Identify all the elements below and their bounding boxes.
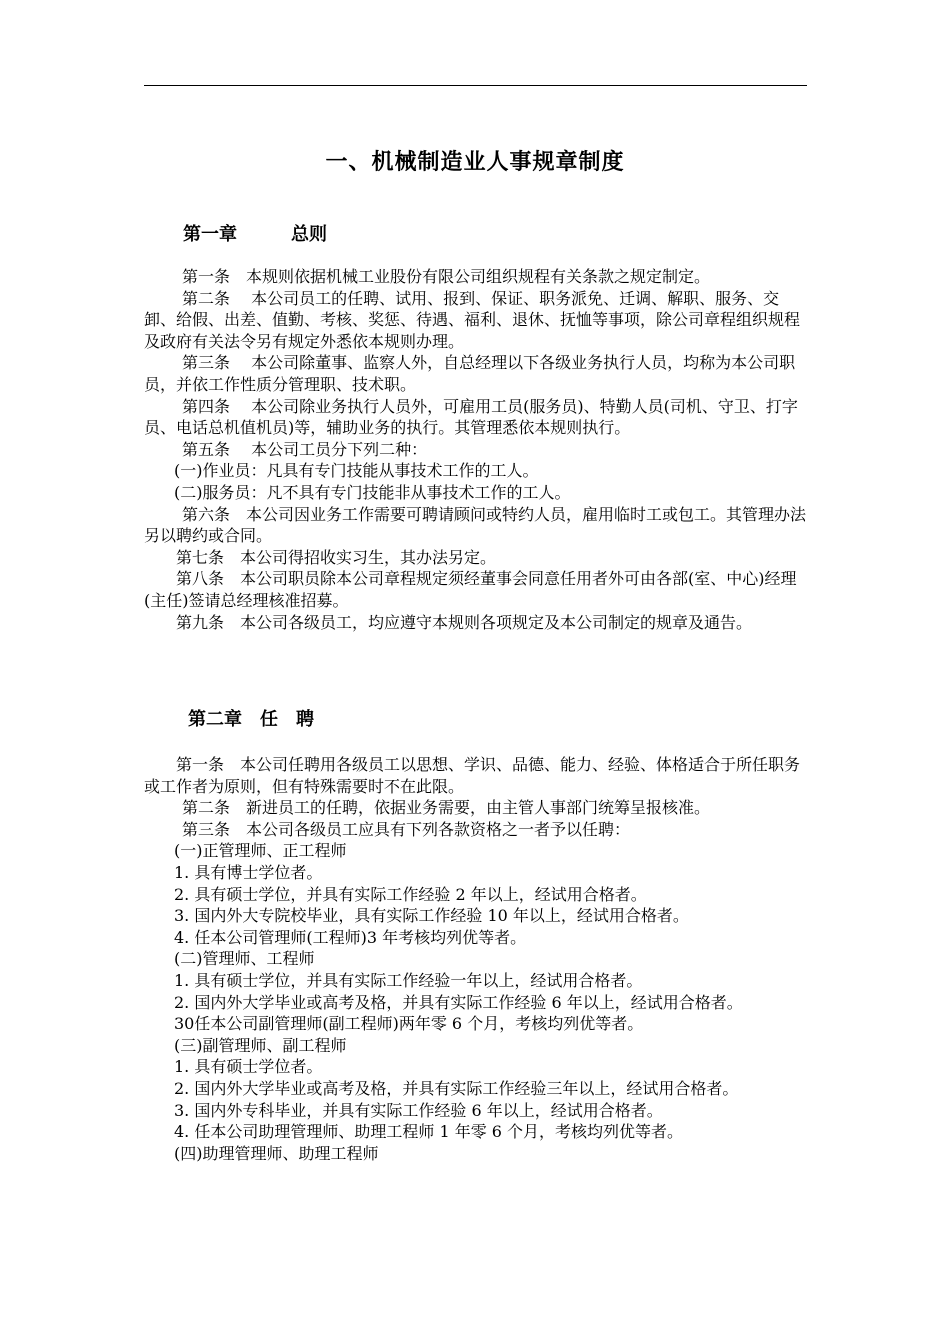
- qualification-heading-2: (二)管理师、工程师: [174, 949, 315, 969]
- article-2: 第二条 新进员工的任聘，依据业务需要，由主管人事部门统筹呈报核准。: [182, 798, 711, 818]
- article-3: 第三条 本公司各级员工应具有下列各款资格之一者予以任聘：: [182, 819, 631, 839]
- article-2: 第二条 本公司员工的任聘、试用、报到、保证、职务派免、迁调、解职、服务、交卸、给假、出差、值勤、考核、奖惩、待遇、福利、退休、抚恤等事项，除公司章程组织规程及政府有关法令另有规定外悉依本规则办理。: [144, 288, 801, 351]
- qualification-item: 2. 国内外大学毕业或高考及格，并具有实际工作经验三年以上，经试用合格者。: [174, 1078, 739, 1098]
- qualification-item: 30任本公司副管理师(副工程师)两年零 6 个月，考核均列优等者。: [174, 1014, 644, 1034]
- qualification-heading-1: (一)正管理师、正工程师: [174, 841, 347, 861]
- qualification-item: 1. 具有硕士学位，并具有实际工作经验一年以上，经试用合格者。: [174, 970, 643, 990]
- article-4: 第四条 本公司除业务执行人员外，可雇用工员(服务员)、特勤人员(司机、守卫、打字员、电话总机值机员)等，辅助业务的执行。其管理悉依本规则执行。: [144, 396, 798, 438]
- article-7: 第七条 本公司得招收实习生，其办法另定。: [176, 547, 497, 567]
- qualification-heading-3: (三)副管理师、副工程师: [174, 1035, 347, 1055]
- qualification-item: 2. 国内外大学毕业或高考及格，并具有实际工作经验 6 年以上，经试用合格者。: [174, 992, 743, 1012]
- chapter-1-heading: 第一章 总则: [183, 224, 327, 245]
- qualification-item: 4. 任本公司管理师(工程师)3 年考核均列优等者。: [174, 927, 527, 947]
- chapter-1-body: [144, 266, 809, 633]
- article-8: 第八条 本公司职员除本公司章程规定须经董事会同意任用者外可由各部(室、中心)经理(主任)签请总经理核准招募。: [144, 569, 797, 610]
- qualification-item: 1. 具有硕士学位者。: [174, 1057, 323, 1077]
- article-5-item-2: (二)服务员：凡不具有专门技能非从事技术工作的工人。: [174, 482, 571, 502]
- chapter-2-heading: 第二章 任 聘: [188, 709, 314, 730]
- article-1: 第一条 本规则依据机械工业股份有限公司组织规程有关条款之规定制定。: [182, 267, 711, 286]
- article-5-item-1: (一)作业员：凡具有专门技能从事技术工作的工人。: [174, 461, 539, 481]
- qualification-item: 4. 任本公司助理管理师、助理工程师 1 年零 6 个月，考核均列优等者。: [174, 1122, 684, 1142]
- qualification-item: 2. 具有硕士学位，并具有实际工作经验 2 年以上，经试用合格者。: [174, 884, 647, 904]
- article-6: 第六条 本公司因业务工作需要可聘请顾问或特约人员，雇用临时工或包工。其管理办法另以聘约或合同。: [144, 504, 807, 546]
- article-1: 第一条 本公司任聘用各级员工以思想、学识、品德、能力、经验、体格适合于所任职务或工作者为原则，但有特殊需要时不在此限。: [144, 755, 801, 796]
- qualification-item: 3. 国内外专科毕业，并具有实际工作经验 6 年以上，经试用合格者。: [174, 1100, 663, 1120]
- article-9: 第九条 本公司各级员工，均应遵守本规则各项规定及本公司制定的规章及通告。: [176, 612, 753, 632]
- chapter-2-body: [144, 754, 809, 1164]
- qualification-item: 3. 国内外大专院校毕业，具有实际工作经验 10 年以上，经试用合格者。: [174, 906, 689, 926]
- article-3: 第三条 本公司除董事、监察人外，自总经理以下各级业务执行人员，均称为本公司职员，并依工作性质分管理职、技术职。: [144, 353, 796, 394]
- header-rule: [144, 85, 807, 86]
- article-5: 第五条 本公司工员分下列二种：: [182, 439, 428, 459]
- qualification-heading-4: (四)助理管理师、助理工程师: [174, 1143, 379, 1163]
- qualification-item: 1. 具有博士学位者。: [174, 862, 323, 882]
- document-title: 一、机械制造业人事规章制度: [325, 150, 625, 175]
